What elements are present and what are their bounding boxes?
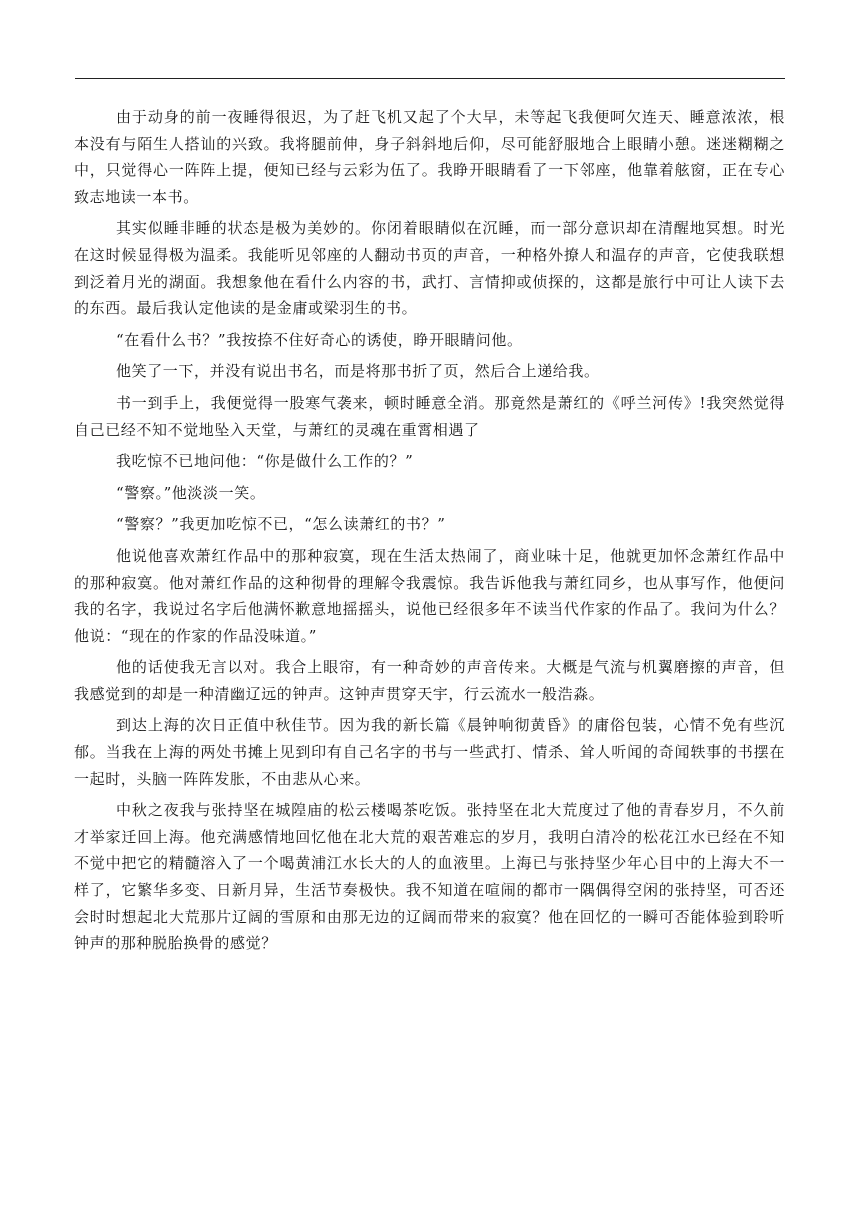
article-body <box>74 104 785 962</box>
paragraph-5: 书一到手上，我便觉得一股寒气袭来，顿时睡意全消。那竟然是萧红的《呼兰河传》!我突然觉得自己已经不知不觉地坠入天堂，与萧红的灵魂在重霄相遇了 <box>74 393 785 439</box>
paragraph-8: “警察？”我更加吃惊不已，“怎么读萧红的书？” <box>116 515 446 534</box>
paragraph-11: 到达上海的次日正值中秋佳节。因为我的新长篇《晨钟响彻黄昏》的庸俗包装，心情不免有些沉郁。当我在上海的两处书摊上见到印有自己名字的书与一些武打、情杀、耸人听闻的奇闻轶事的书摆在一起时，头脑一阵阵发胀，不由悲从心来。 <box>74 716 785 788</box>
paragraph-9: 他说他喜欢萧红作品中的那种寂寞，现在生活太热闹了，商业味十足，他就更加怀念萧红作品中的那种寂寞。他对萧红作品的这种彻骨的理解令我震惊。我告诉他我与萧红同乡，也从事写作，他便问我的名字，我说过名字后他满怀歉意地摇摇头，说他已经很多年不读当代作家的作品了。我问为什么？他说：“现在的作家的作品没味道。” <box>74 546 785 645</box>
paragraph-3: “在看什么书？”我按捺不住好奇心的诱使，睁开眼睛问他。 <box>116 330 523 349</box>
paragraph-7: “警察。”他淡淡一笑。 <box>116 483 266 502</box>
paragraph-10: 他的话使我无言以对。我合上眼帘，有一种奇妙的声音传来。大概是气流与机翼磨擦的声音，但我感觉到的却是一种清幽辽远的钟声。这钟声贯穿天宇，行云流水一般浩淼。 <box>74 658 785 703</box>
header-rule <box>75 78 785 79</box>
paragraph-4: 他笑了一下，并没有说出书名，而是将那书折了页，然后合上递给我。 <box>116 362 600 381</box>
paragraph-2: 其实似睡非睡的状态是极为美妙的。你闭着眼睛似在沉睡，而一部分意识却在清醒地冥想。时光在这时候显得极为温柔。我能听见邻座的人翻动书页的声音，一种格外撩人和温存的声音，它使我联想到泛着月光的湖面。我想象他在看什么内容的书，武打、言情抑或侦探的，这都是旅行中可让人读下去的东西。最后我认定他读的是金庸或梁羽生的书。 <box>74 219 785 318</box>
paragraph-1: 由于动身的前一夜睡得很迟，为了赶飞机又起了个大早，未等起飞我便呵欠连天、睡意浓浓，根本没有与陌生人搭讪的兴致。我将腿前伸，身子斜斜地后仰，尽可能舒服地合上眼睛小憩。迷迷糊糊之中，只觉得心一阵阵上提，便知已经与云彩为伍了。我睁开眼睛看了一下邻座，他靠着舷窗，正在专心致志地读一本书。 <box>74 108 785 206</box>
paragraph-6: 我吃惊不已地问他：“你是做什么工作的？” <box>116 452 414 471</box>
paragraph-12: 中秋之夜我与张持坚在城隍庙的松云楼喝茶吃饭。张持坚在北大荒度过了他的青春岁月，不久前才举家迁回上海。他充满感情地回忆他在北大荒的艰苦难忘的岁月，我明白清冷的松花江水已经在不知不觉中把它的精髓溶入了一个喝黄浦江水长大的人的血液里。上海已与张持坚少年心目中的上海大不一样了，它繁华多变、日新月异，生活节奏极快。我不知道在喧闹的都市一隅偶得空闲的张持坚，可否还会时时想起北大荒那片辽阔的雪原和由那无边的辽阔而带来的寂寞？他在回忆的一瞬可否能体验到聆听钟声的那种脱胎换骨的感觉？ <box>74 801 785 953</box>
